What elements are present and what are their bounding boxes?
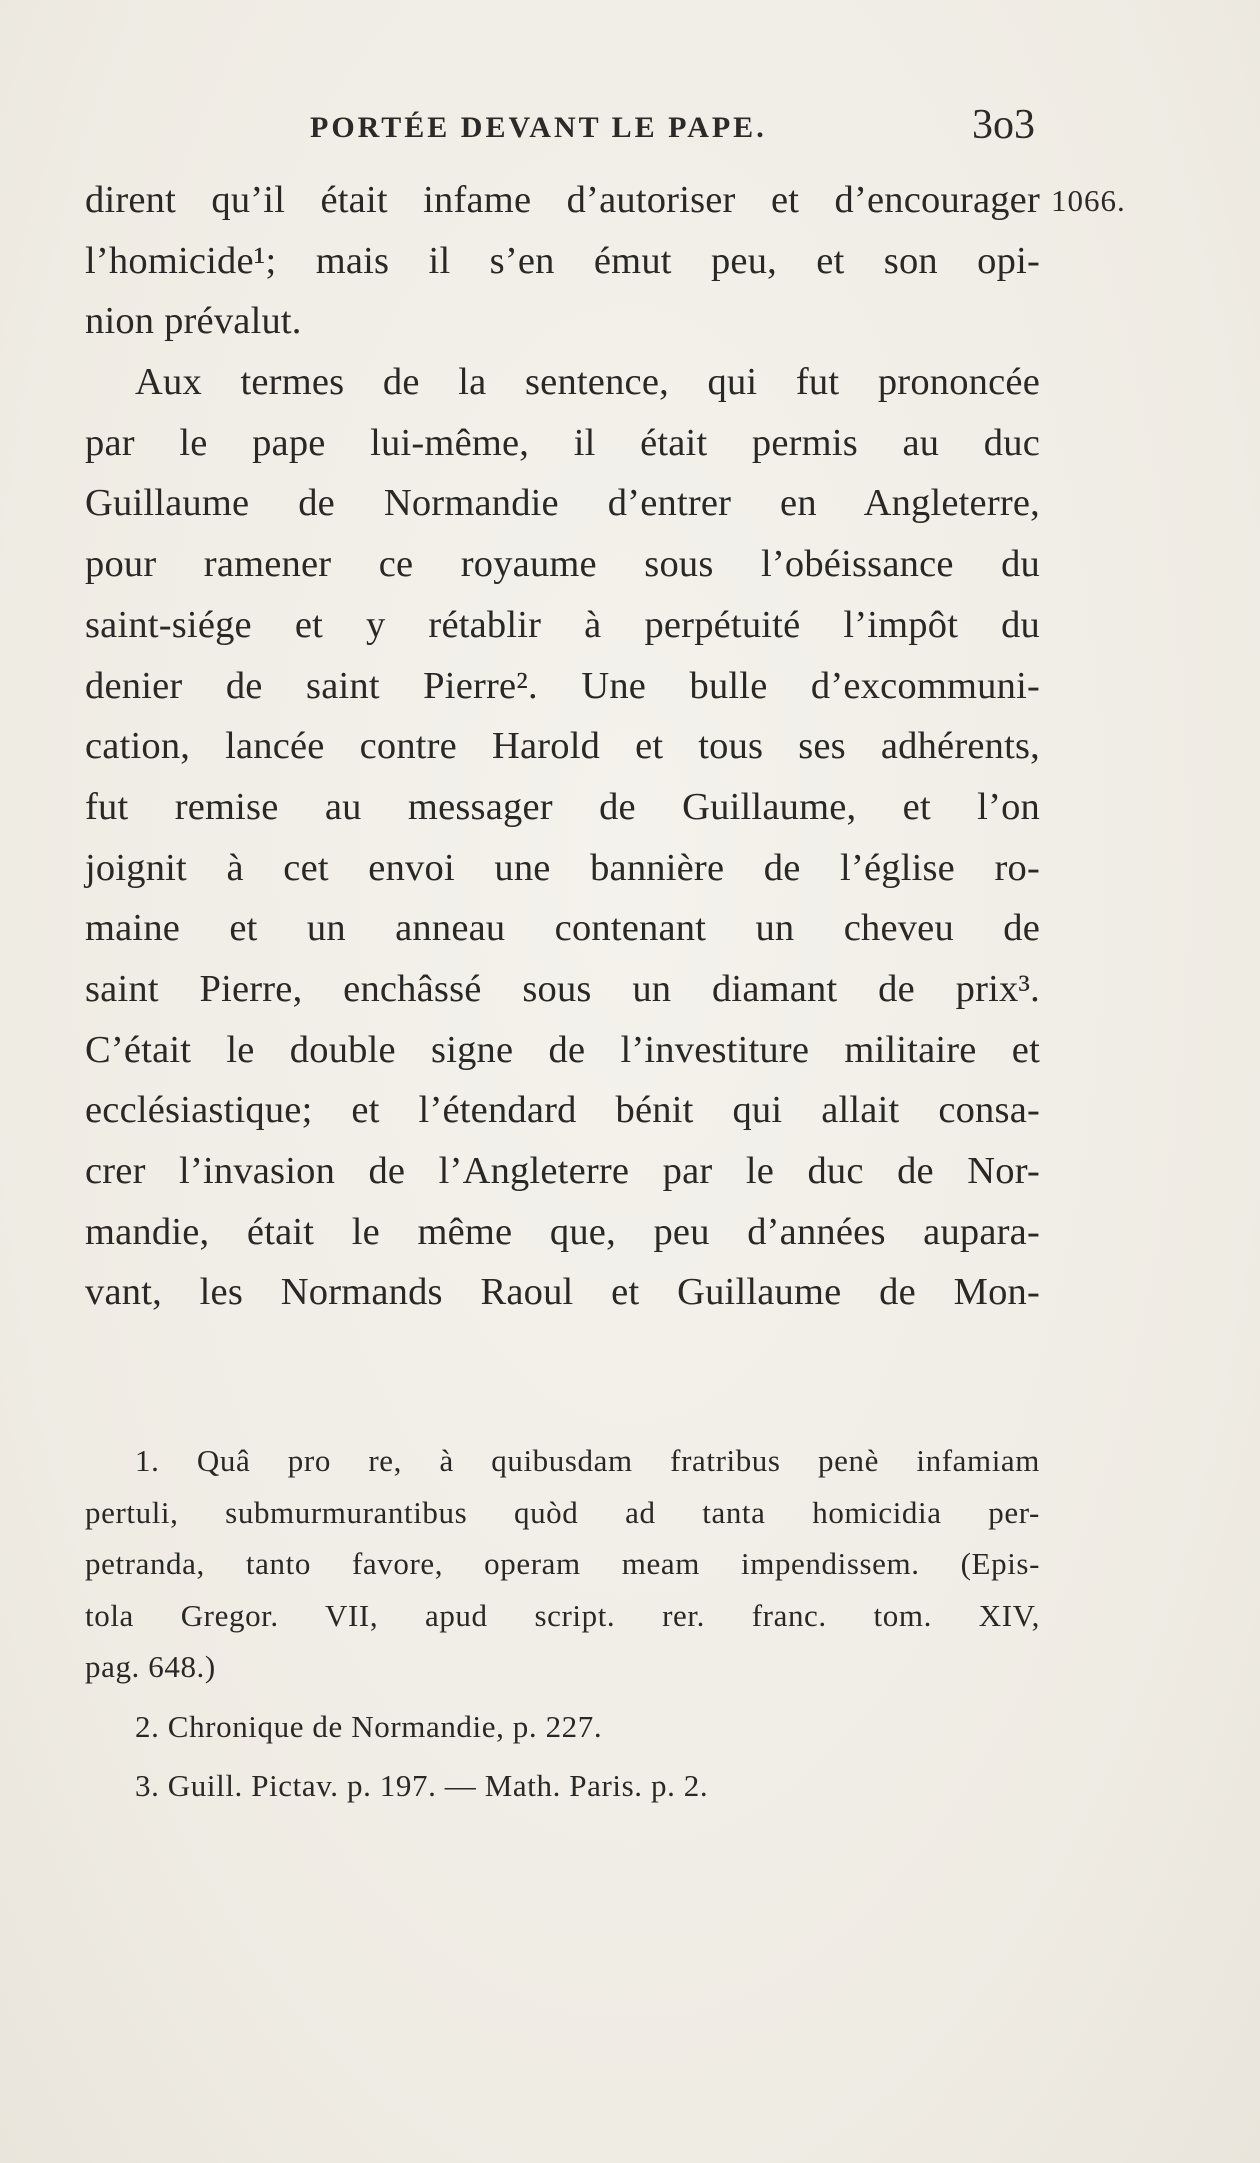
- body-line: Aux termes de la sentence, qui fut prononcée: [135, 361, 1040, 404]
- body-line: fut remise au messager de Guillaume, et l’on: [85, 785, 1040, 828]
- footnote-2: 2. Chronique de Normandie, p. 227.: [135, 1708, 603, 1744]
- footnote-3: 3. Guill. Pictav. p. 197. — Math. Paris. p. 2.: [135, 1768, 709, 1803]
- body-line: par le pape lui-même, il était permis au duc: [85, 421, 1040, 464]
- body-line: mandie, était le même que, peu d’années aupara-: [85, 1210, 1040, 1253]
- body-line: pour ramener ce royaume sous l’obéissance du: [85, 543, 1040, 586]
- body-line: vant, les Normands Raoul et Guillaume de Mon-: [85, 1271, 1040, 1314]
- footnote-1-line: tola Gregor. VII, apud script. rer. franc. tom. XIV,: [85, 1597, 1040, 1633]
- margin-year: 1066.: [1051, 183, 1126, 218]
- body-line: ecclésiastique; et l’étendard bénit qui allait consa-: [85, 1089, 1040, 1132]
- footnote-1-line: pertuli, submurmurantibus quòd ad tanta homicidia per-: [85, 1494, 1040, 1530]
- running-head: PORTÉE DEVANT LE PAPE.: [310, 111, 767, 144]
- body-line: crer l’invasion de l’Angleterre par le duc de Nor-: [85, 1150, 1040, 1192]
- page-number: 3o3: [972, 102, 1035, 148]
- body-text: [85, 170, 1040, 1323]
- body-line: denier de saint Pierre². Une bulle d’excommuni-: [85, 664, 1040, 707]
- body-line: C’était le double signe de l’investiture militaire et: [85, 1028, 1040, 1071]
- body-line: saint-siége et y rétablir à perpétuité l’impôt du: [85, 603, 1040, 646]
- body-line: l’homicide¹; mais il s’en émut peu, et son opi-: [85, 239, 1040, 282]
- body-line: cation, lancée contre Harold et tous ses adhérents,: [85, 725, 1040, 768]
- body-line: joignit à cet envoi une bannière de l’église ro-: [85, 846, 1040, 889]
- footnote-1-line: petranda, tanto favore, operam meam impendissem. (Epis-: [85, 1546, 1040, 1581]
- footnotes: [85, 1435, 1040, 1812]
- footnote-1-line: 1. Quâ pro re, à quibusdam fratribus penè infamiam: [135, 1443, 1040, 1478]
- body-line: dirent qu’il était infame d’autoriser et d’encourager: [85, 179, 1040, 221]
- body-line: nion prévalut.: [85, 300, 302, 343]
- page-header: [85, 102, 1035, 155]
- body-line: maine et un anneau contenant un cheveu de: [85, 907, 1040, 950]
- footnote-1-line: pag. 648.): [85, 1649, 216, 1684]
- body-line: Guillaume de Normandie d’entrer en Angleterre,: [85, 482, 1040, 525]
- body-line: saint Pierre, enchâssé sous un diamant de prix³.: [85, 967, 1040, 1010]
